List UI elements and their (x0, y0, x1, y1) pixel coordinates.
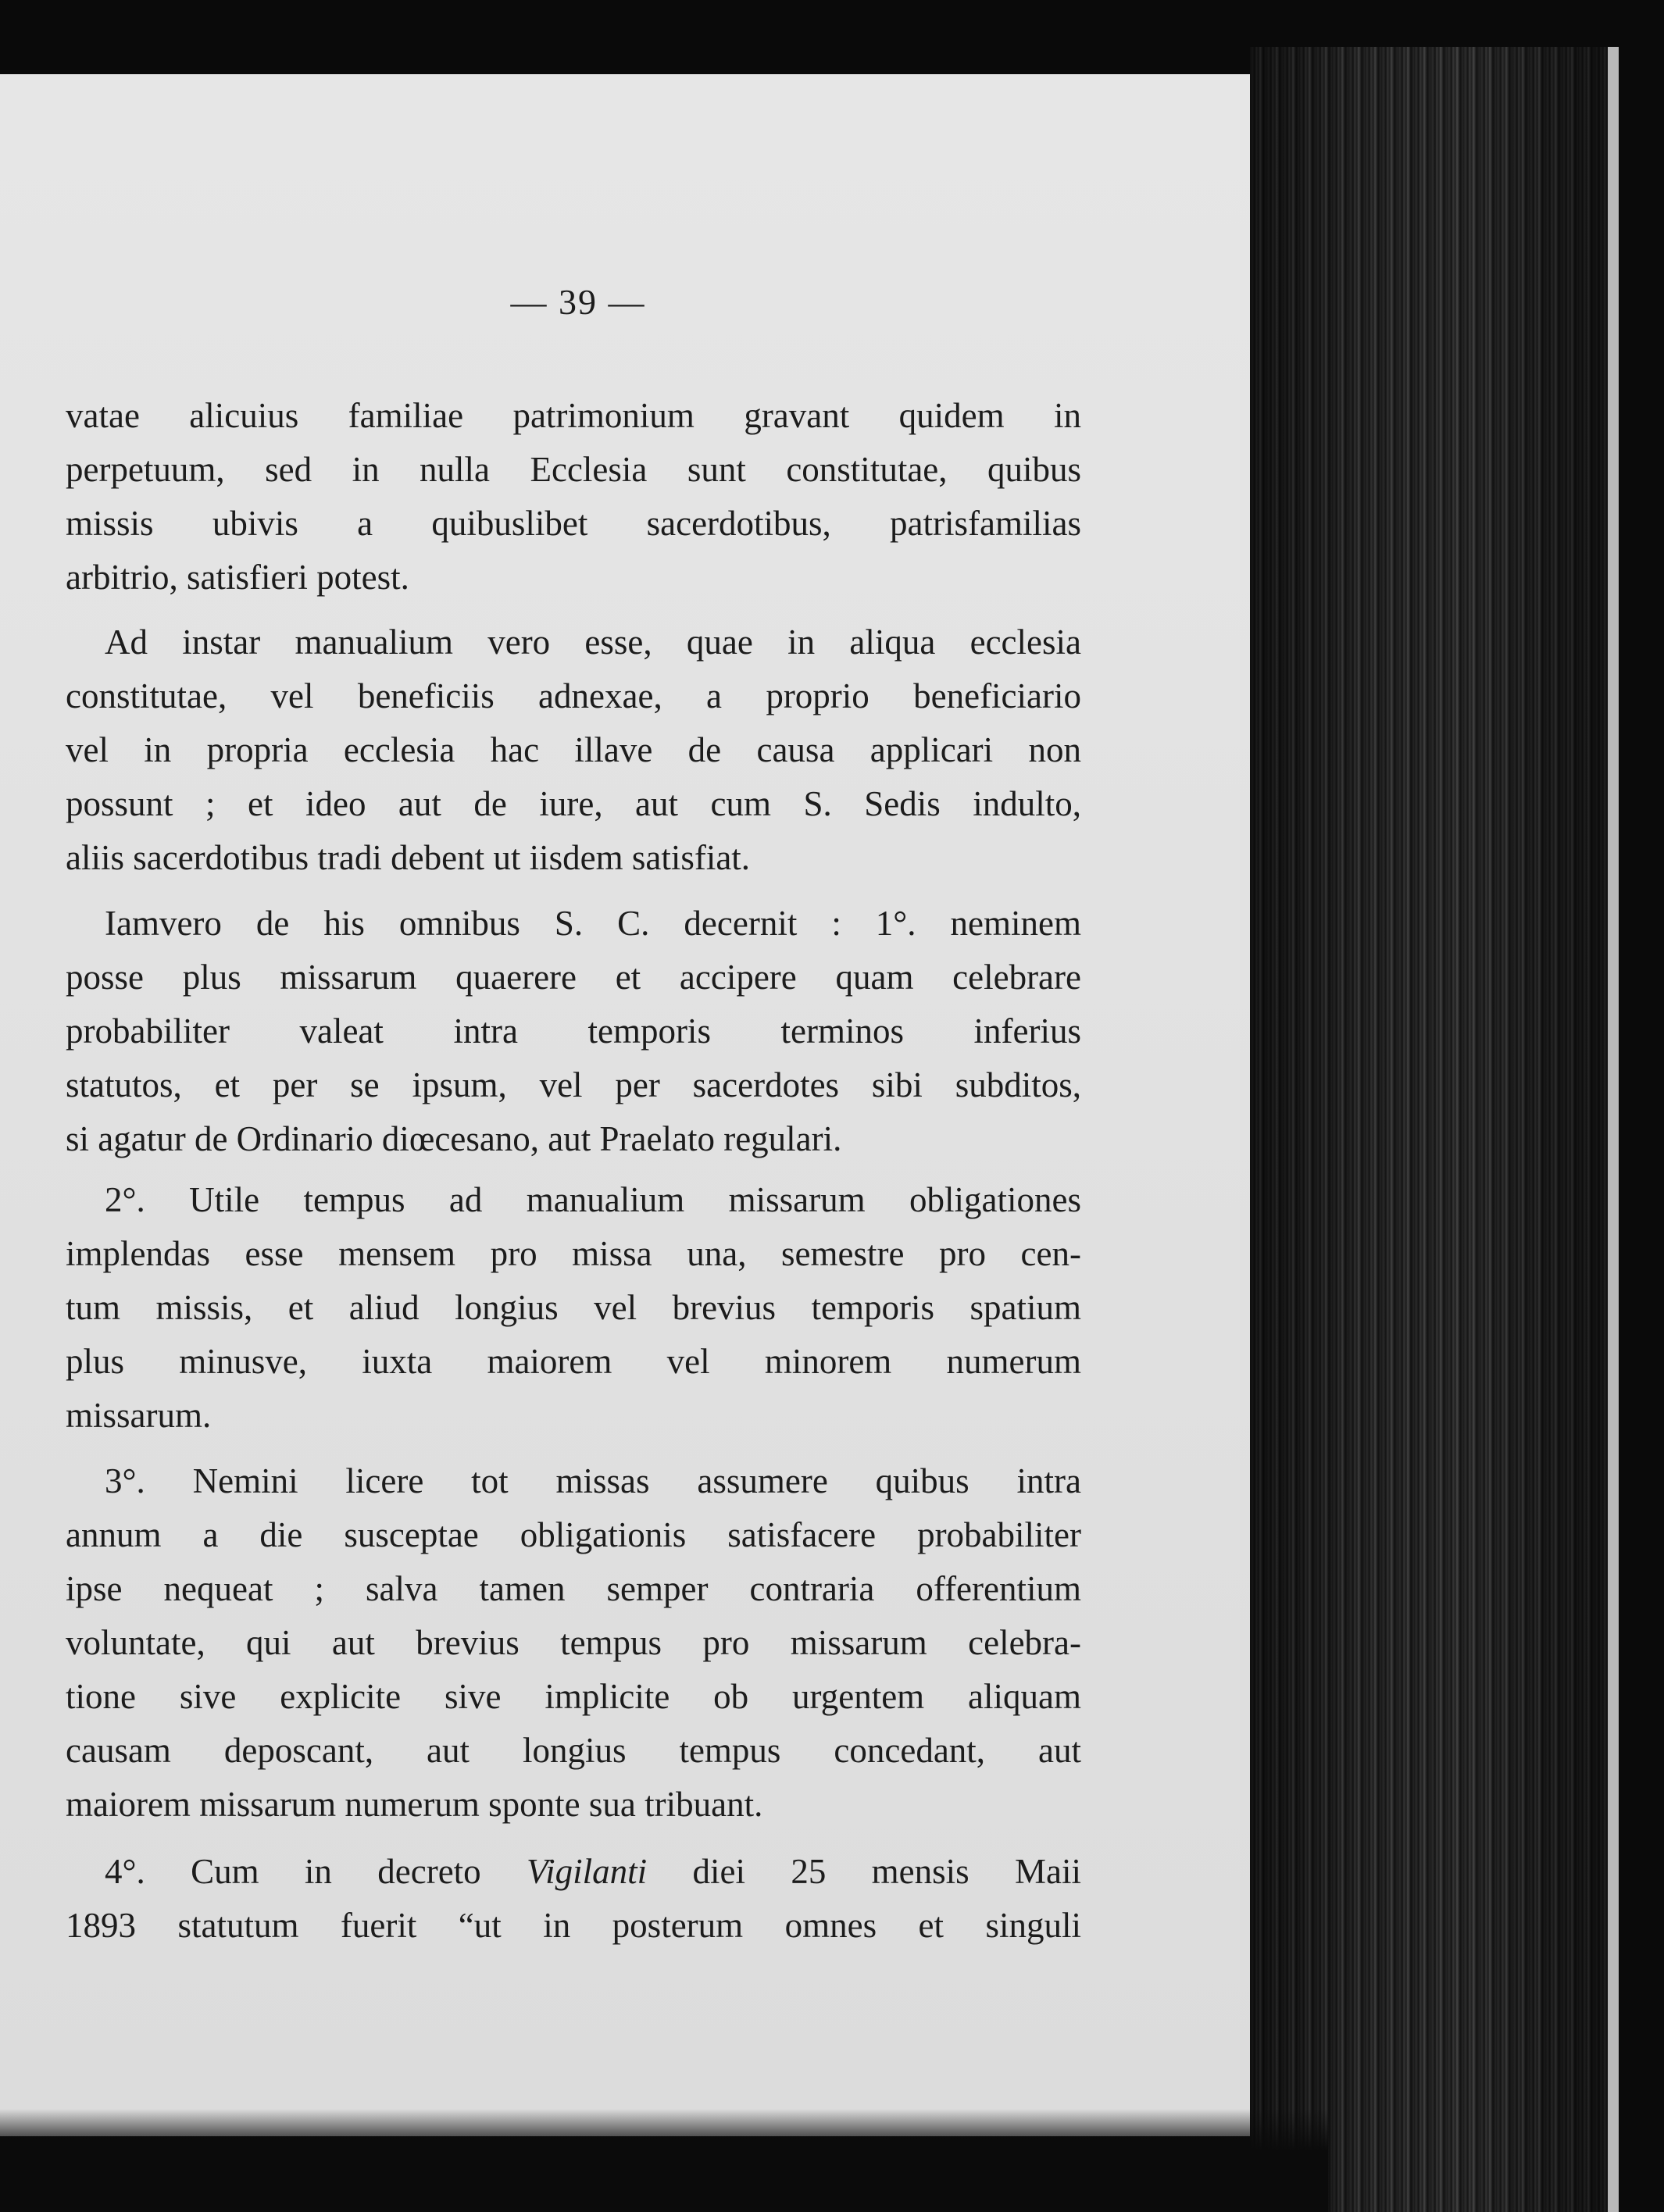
text-line: voluntate, qui aut brevius tempus pro missarum celebra- (66, 1623, 1081, 1662)
text-line: posse plus missarum quaerere et accipere quam celebrare (66, 958, 1081, 997)
bottom-shadow (0, 2109, 1328, 2212)
text-line: aliis sacerdotibus tradi debent ut iisdem satisfiat. (66, 838, 751, 877)
text-line: vel in propria ecclesia hac illave de causa applicari non (66, 730, 1081, 769)
text-line: Iamvero de his omnibus S. C. decernit : 1°. neminem (105, 904, 1081, 943)
text-line: missis ubivis a quibuslibet sacerdotibus, patrisfamilias (66, 504, 1081, 543)
text-line: maiorem missarum numerum sponte sua tribuant. (66, 1785, 763, 1824)
paragraph-3 (66, 897, 1081, 1166)
text-line: ipse nequeat ; salva tamen semper contraria offerentium (66, 1569, 1081, 1608)
text-line: annum a die susceptae obligationis satisfacere probabiliter (66, 1515, 1081, 1554)
paragraph-2 (66, 615, 1081, 885)
page-edges-highlight (1608, 47, 1619, 2212)
text-line: implendas esse mensem pro missa una, semestre pro cen- (66, 1234, 1081, 1273)
text-line: tione sive explicite sive implicite ob urgentem aliquam (66, 1677, 1081, 1716)
text-line: probabiliter valeat intra temporis terminos inferius (66, 1011, 1081, 1051)
text-line: Ad instar manualium vero esse, quae in aliqua ecclesia (105, 623, 1081, 662)
text-line: 3°. Nemini licere tot missas assumere quibus intra (105, 1461, 1081, 1500)
text-line: statutos, et per se ipsum, vel per sacerdotes sibi subditos, (66, 1065, 1081, 1104)
text-line: vatae alicuius familiae patrimonium gravant quidem in (66, 396, 1081, 435)
text-line: plus minusve, iuxta maiorem vel minorem numerum (66, 1342, 1081, 1381)
text-line: si agatur de Ordinario diœcesano, aut Praelato regulari. (66, 1119, 842, 1158)
text-run: 4°. Cum in decreto (105, 1852, 527, 1891)
paragraph-4 (66, 1173, 1081, 1443)
paragraph-6 (66, 1845, 1081, 1953)
text-line: 2°. Utile tempus ad manualium missarum obligationes (105, 1180, 1081, 1219)
text-line: causam deposcant, aut longius tempus concedant, aut (66, 1731, 1081, 1770)
page-number: — 39 — (510, 282, 646, 322)
text-line: 1893 statutum fuerit “ut in posterum omnes et singuli (66, 1906, 1081, 1945)
text-line: arbitrio, satisfieri potest. (66, 558, 409, 597)
text-line-mixed (66, 1845, 1081, 1899)
text-line: missarum. (66, 1396, 212, 1435)
text-line: tum missis, et aliud longius vel brevius temporis spatium (66, 1288, 1081, 1327)
paragraph-5 (66, 1454, 1081, 1832)
italic-title: Vigilanti (527, 1852, 648, 1891)
text-line: constitutae, vel beneficiis adnexae, a proprio beneficiario (66, 676, 1081, 715)
paragraph-1 (66, 389, 1081, 605)
text-line: perpetuum, sed in nulla Ecclesia sunt constitutae, quibus (66, 450, 1081, 489)
text-line: possunt ; et ideo aut de iure, aut cum S. Sedis indulto, (66, 784, 1081, 823)
page-edges-shade (1250, 47, 1617, 2212)
text-run: diei 25 mensis Maii (647, 1852, 1081, 1891)
